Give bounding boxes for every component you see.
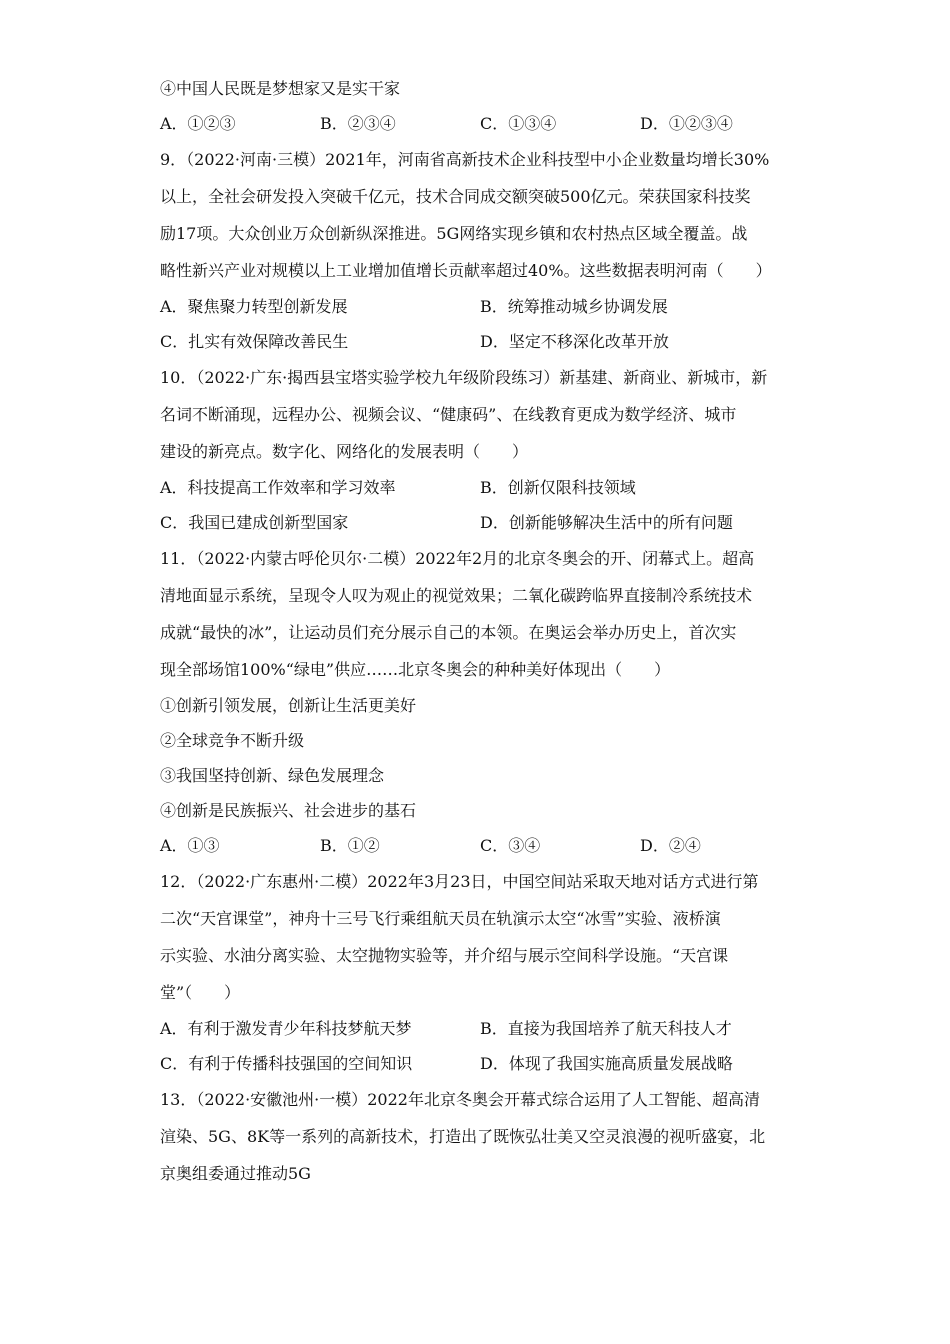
option-c[interactable]: C．有利于传播科技强国的空间知识: [160, 1054, 413, 1073]
question-text-line: 略性新兴产业对规模以上工业增加值增长贡献率超过40%。这些数据表明河南（ ）: [160, 261, 772, 280]
option-b[interactable]: B．创新仅限科技领域: [480, 478, 636, 497]
question-10: [160, 359, 800, 540]
question-text-line: 12．（2022·广东惠州·二模）2022年3月23日，中国空间站采取天地对话方式进行第: [160, 872, 759, 891]
option-c[interactable]: C．扎实有效保障改善民生: [160, 332, 349, 351]
answer-options: [160, 106, 800, 141]
option-a[interactable]: A．聚焦聚力转型创新发展: [160, 297, 348, 316]
question-text-line: 励17项。大众创业万众创新纵深推进。5G网络实现乡镇和农村热点区域全覆盖。战: [160, 224, 748, 243]
option-b[interactable]: B．直接为我国培养了航天科技人才: [480, 1019, 732, 1038]
question-text-line: 名词不断涌现，远程办公、视频会议、“健康码”、在线教育更成为数学经济、城市: [160, 405, 737, 424]
question-text-line: 示实验、水油分离实验、太空抛物实验等，并介绍与展示空间科学设施。“天宫课: [160, 946, 729, 965]
question-text-line: 9．（2022·河南·三模）2021年，河南省高新技术企业科技型中小企业数量均增长30%: [160, 150, 770, 169]
option-a[interactable]: A．①②③: [160, 114, 236, 133]
question-12: [160, 863, 800, 1081]
option-d[interactable]: D．②④: [640, 836, 701, 855]
question-text-line: 10．（2022·广东·揭西县宝塔实验学校九年级阶段练习）新基建、新商业、新城市，新: [160, 368, 768, 387]
answer-options: [160, 505, 800, 540]
answer-options: [160, 1011, 800, 1046]
statement-item: ②全球竞争不断升级: [160, 731, 305, 750]
option-c[interactable]: C．③④: [480, 836, 541, 855]
question-text-line: 成就“最快的冰”，让运动员们充分展示自己的本领。在奥运会举办历史上，首次实: [160, 623, 737, 642]
option-b[interactable]: B．①②: [320, 836, 380, 855]
option-b[interactable]: B．②③④: [320, 114, 396, 133]
option-d[interactable]: D．体现了我国实施高质量发展战略: [480, 1054, 733, 1073]
question-text-line: 现全部场馆100%“绿电”供应……北京冬奥会的种种美好体现出（ ）: [160, 660, 671, 679]
answer-options: [160, 828, 800, 863]
question-13: [160, 1081, 800, 1192]
statement-item: ①创新引领发展，创新让生活更美好: [160, 696, 417, 715]
question-text-line: 渲染、5G、8K等一系列的高新技术，打造出了既恢弘壮美又空灵浪漫的视听盛宴，北: [160, 1127, 766, 1146]
question-text-line: 建设的新亮点。数字化、网络化的发展表明（ ）: [160, 442, 529, 461]
option-c[interactable]: C．①③④: [480, 114, 557, 133]
question-text-line: 以上，全社会研发投入突破千亿元，技术合同成交额突破500亿元。荣获国家科技奖: [160, 187, 751, 206]
statement-item: ③我国坚持创新、绿色发展理念: [160, 766, 385, 785]
answer-options: [160, 324, 800, 359]
option-d[interactable]: D．创新能够解决生活中的所有问题: [480, 513, 733, 532]
option-d[interactable]: D．①②③④: [640, 114, 733, 133]
answer-options: [160, 289, 800, 324]
question-text-line: 13．（2022·安徽池州·一模）2022年北京冬奥会开幕式综合运用了人工智能、超高清: [160, 1090, 760, 1109]
option-d[interactable]: D．坚定不移深化改革开放: [480, 332, 669, 351]
page-content: [160, 71, 800, 1192]
option-a[interactable]: A．有利于激发青少年科技梦航天梦: [160, 1019, 412, 1038]
option-b[interactable]: B．统筹推动城乡协调发展: [480, 297, 668, 316]
question-text-line: 清地面显示系统，呈现令人叹为观止的视觉效果；二氧化碳跨临界直接制冷系统技术: [160, 586, 753, 605]
answer-options: [160, 1046, 800, 1081]
statement-item: ④创新是民族振兴、社会进步的基石: [160, 801, 417, 820]
option-c[interactable]: C．我国已建成创新型国家: [160, 513, 349, 532]
statement-item: ④中国人民既是梦想家又是实干家: [160, 79, 401, 98]
question-9: [160, 141, 800, 359]
question-text-line: 堂”（ ）: [160, 983, 241, 1002]
question-11: [160, 540, 800, 863]
option-a[interactable]: A．①③: [160, 836, 220, 855]
option-a[interactable]: A．科技提高工作效率和学习效率: [160, 478, 396, 497]
question-text-line: 京奥组委通过推动5G: [160, 1164, 311, 1183]
question-text-line: 11．（2022·内蒙古呼伦贝尔·二模）2022年2月的北京冬奥会的开、闭幕式上。超高: [160, 549, 755, 568]
answer-options: [160, 470, 800, 505]
question-text-line: 二次“天宫课堂”，神舟十三号飞行乘组航天员在轨演示太空“冰雪”实验、液桥演: [160, 909, 721, 928]
